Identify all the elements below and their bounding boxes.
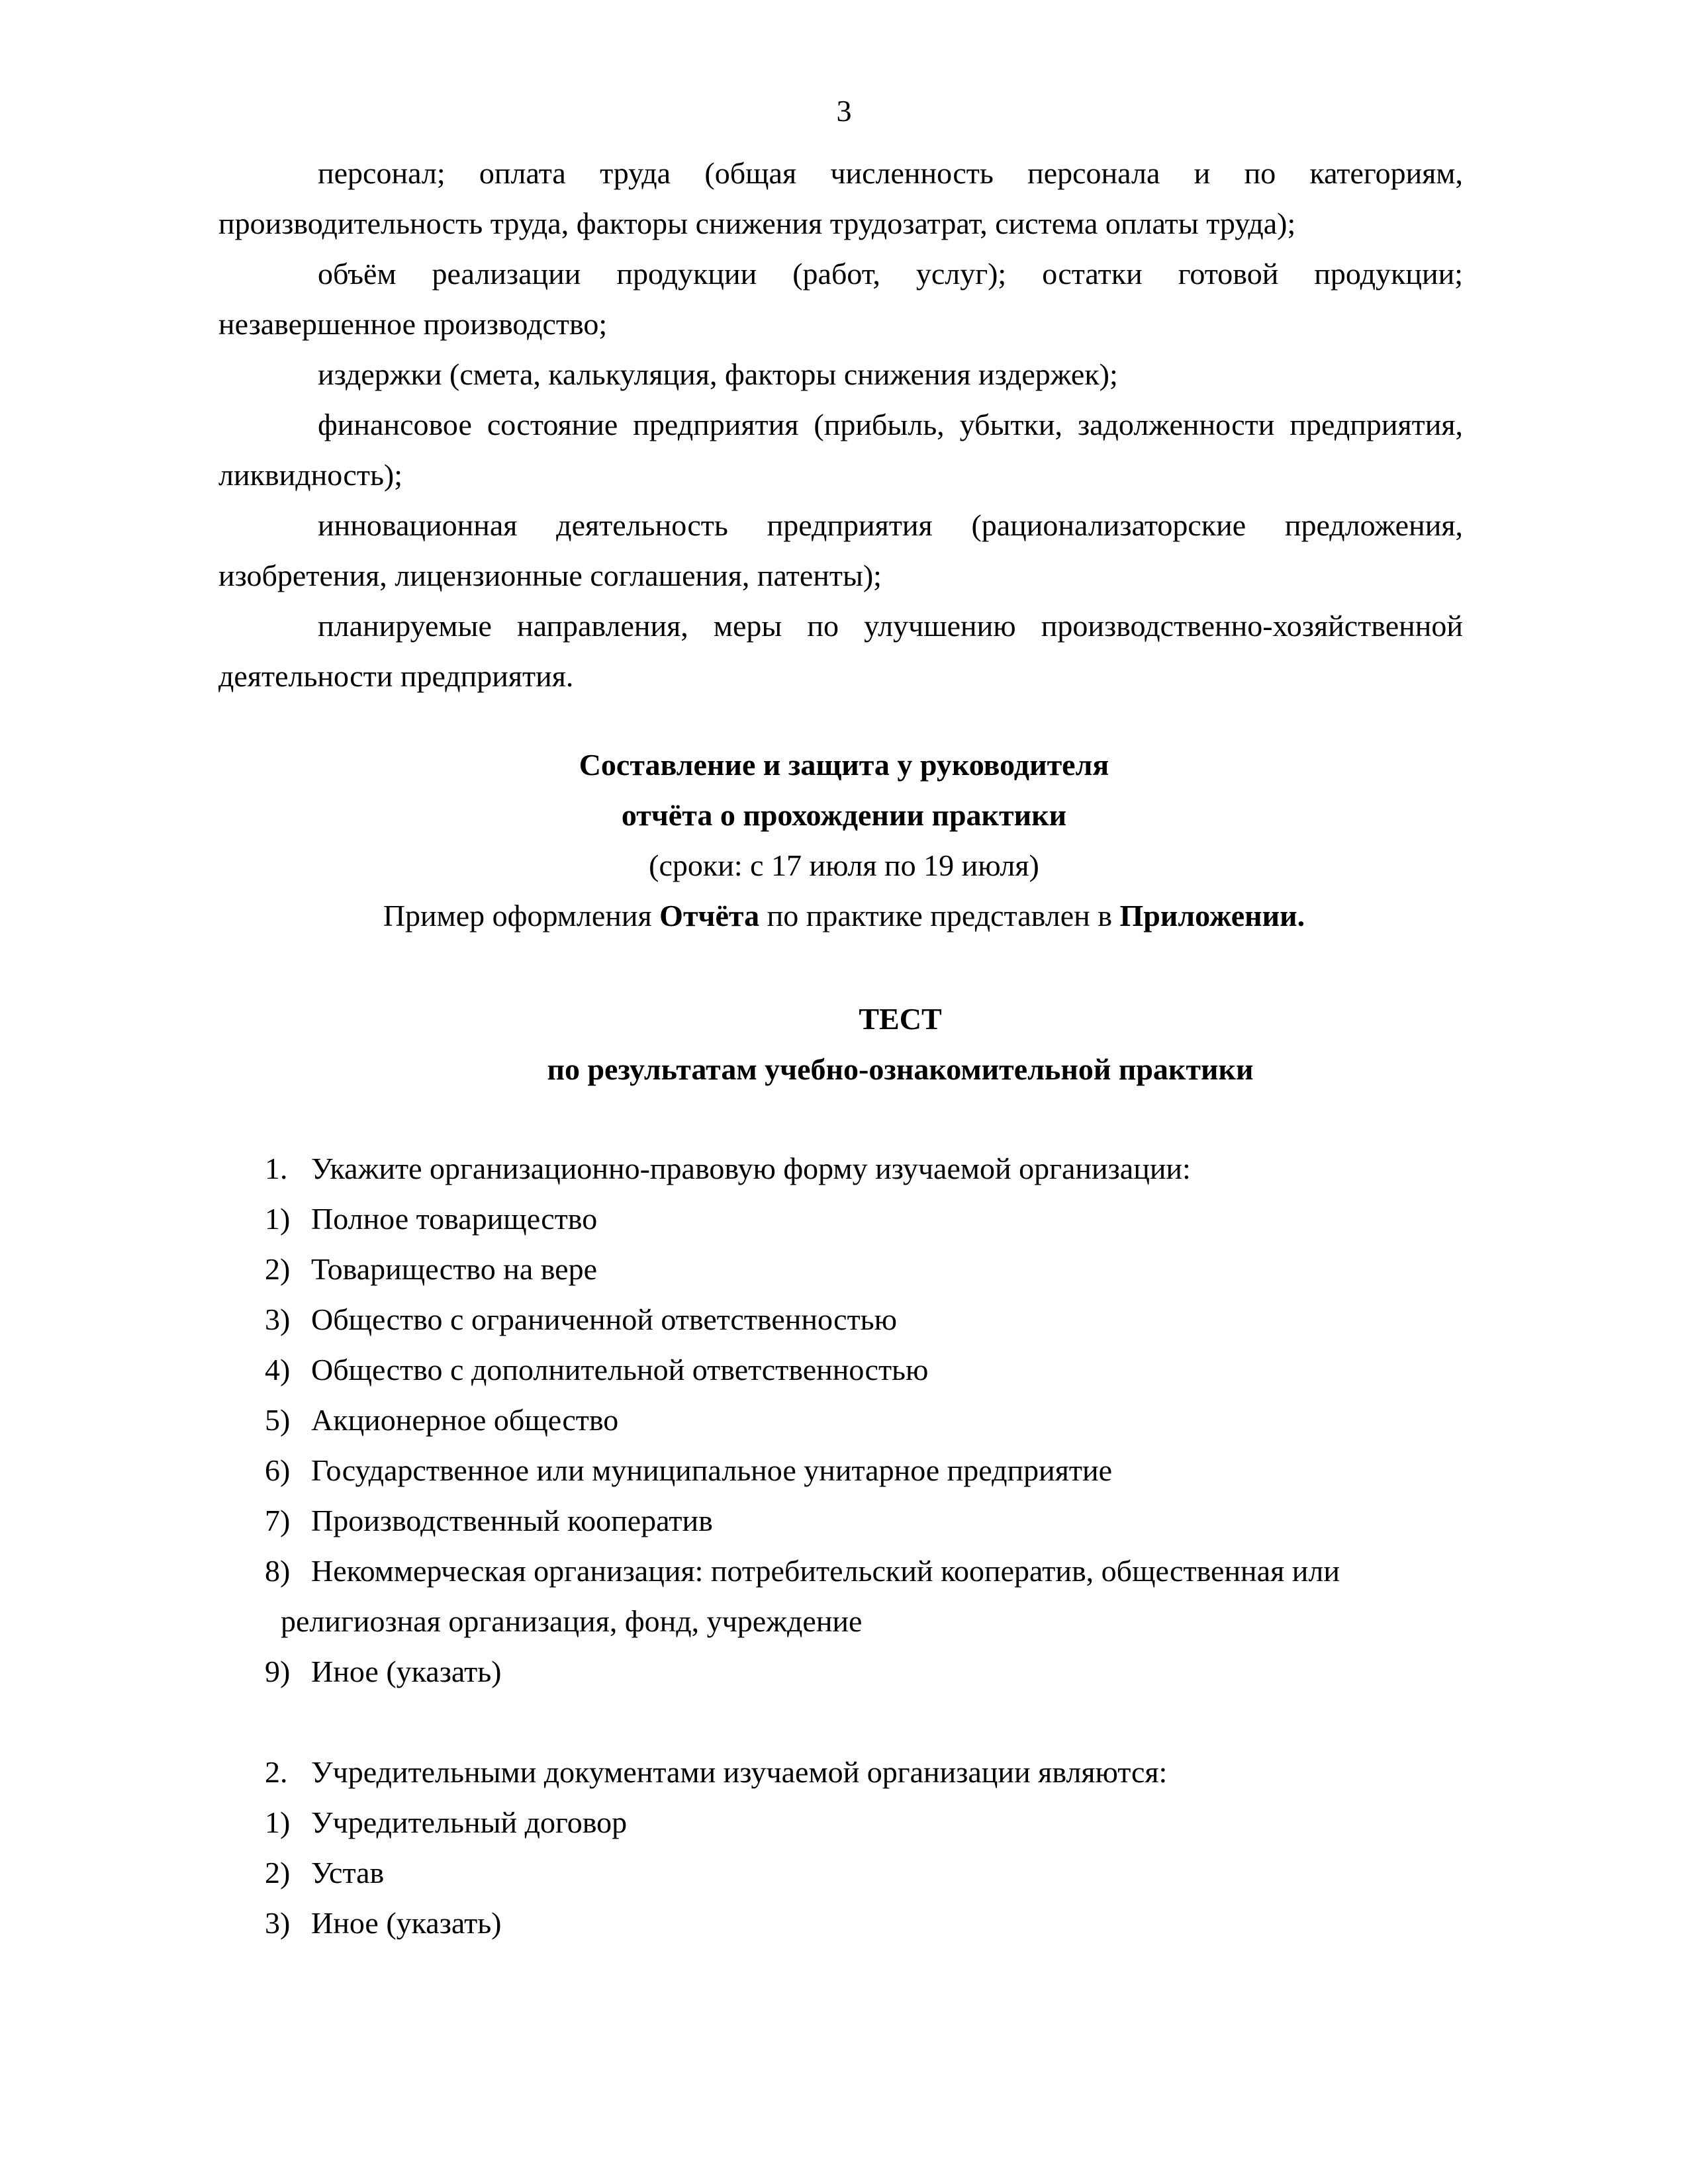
option-text: Устав — [311, 1856, 385, 1889]
report-deadline: (сроки: с 17 июля по 19 июля) — [649, 848, 1039, 882]
question-1-text — [265, 1144, 1463, 1194]
example-appendix-word: Приложении. — [1119, 899, 1305, 933]
option-text: Общество с ограниченной ответственностью — [311, 1302, 898, 1336]
option-item — [265, 1546, 1463, 1647]
option-item — [265, 1496, 1463, 1546]
option-number: 7) — [265, 1504, 291, 1537]
option-number: 5) — [265, 1403, 291, 1437]
option-item — [265, 1194, 1463, 1244]
option-number: 2) — [265, 1252, 291, 1286]
question-1 — [265, 1144, 1463, 1697]
option-text: Товарищество на вере — [311, 1252, 598, 1286]
option-text: Общество с дополнительной ответственностью — [311, 1353, 929, 1387]
report-section — [0, 740, 1688, 941]
paragraph-planned-directions: планируемые направления, меры по улучшению производственно-хозяйственной деятельности предприятия. — [218, 609, 1463, 693]
option-text: Полное товарищество — [311, 1202, 598, 1236]
option-item — [265, 1647, 1463, 1697]
option-item — [265, 1295, 1463, 1345]
option-item — [265, 1244, 1463, 1295]
option-number: 9) — [265, 1655, 291, 1688]
example-middle: по практике представлен в — [759, 899, 1120, 933]
option-item — [265, 1395, 1463, 1445]
option-item — [265, 1345, 1463, 1395]
option-number: 3) — [265, 1302, 291, 1336]
option-item — [265, 1848, 1463, 1898]
paragraph-financial-state: финансовое состояние предприятия (прибыль, убытки, задолженности предприятия, ликвидность); — [218, 408, 1463, 492]
option-text: Иное (указать) — [311, 1906, 502, 1940]
paragraph-sales-volume: объём реализации продукции (работ, услуг); остатки готовой продукции; незавершенное производство; — [218, 257, 1463, 341]
option-number: 4) — [265, 1353, 291, 1387]
option-text-continuation: религиозная организация, фонд, учреждение — [281, 1604, 863, 1638]
question-2 — [265, 1747, 1463, 1948]
option-item — [265, 1898, 1463, 1948]
example-prefix: Пример оформления — [383, 899, 660, 933]
test-title: ТЕСТ — [859, 1002, 942, 1036]
option-text: Некоммерческая организация: потребительский кооператив, общественная или — [311, 1554, 1340, 1588]
report-title-line1: Составление и защита у руководителя — [579, 748, 1109, 782]
question-text: Учредительными документами изучаемой организации являются: — [311, 1755, 1168, 1789]
example-report-word: Отчёта — [659, 899, 760, 933]
option-text: Акционерное общество — [311, 1403, 619, 1437]
question-number: 1. — [265, 1152, 288, 1185]
option-number: 1) — [265, 1202, 291, 1236]
option-number: 1) — [265, 1805, 291, 1839]
paragraph-personnel: персонал; оплата труда (общая численность персонала и по категориям, производительность труда, факторы снижения трудозатрат, система оплаты труда); — [218, 156, 1463, 240]
intro-text — [218, 148, 1463, 702]
option-number: 3) — [265, 1906, 291, 1940]
report-title-line2: отчёта о прохождении практики — [621, 798, 1067, 832]
test-subtitle: по результатам учебно-ознакомительной практики — [547, 1052, 1254, 1086]
report-example-line — [0, 891, 1688, 941]
option-text: Государственное или муниципальное унитарное предприятие — [311, 1453, 1113, 1487]
paragraph-innovation: инновационная деятельность предприятия (рационализаторские предложения, изобретения, лицензионные соглашения, патенты); — [218, 508, 1463, 592]
option-text: Иное (указать) — [311, 1655, 502, 1688]
test-section-heading — [56, 994, 1688, 1095]
page-number: 3 — [836, 94, 852, 128]
option-number: 8) — [265, 1554, 291, 1588]
question-text: Укажите организационно-правовую форму изучаемой организации: — [311, 1152, 1191, 1185]
option-text: Производственный кооператив — [311, 1504, 713, 1537]
option-number: 6) — [265, 1453, 291, 1487]
option-item — [265, 1797, 1463, 1848]
option-item — [265, 1445, 1463, 1496]
question-2-text — [265, 1747, 1463, 1797]
option-number: 2) — [265, 1856, 291, 1889]
paragraph-costs: издержки (смета, калькуляция, факторы снижения издержек); — [318, 357, 1118, 391]
option-text: Учредительный договор — [311, 1805, 628, 1839]
question-number: 2. — [265, 1755, 288, 1789]
